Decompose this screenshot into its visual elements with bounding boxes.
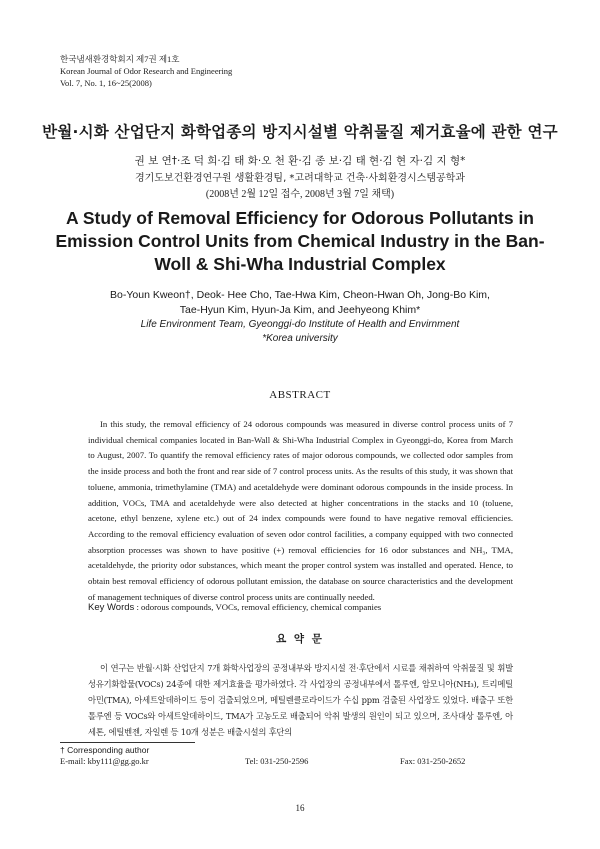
abstract-body: In this study, the removal efficiency of 24 odorous compounds was measured in diverse control process units of 7 individual chemical companies located in Ban-Wall & Shi-Wha Industrial Complex in Gyeonggi-do, Korea from March to August, 2007. To quantify the removal efficiency rates of major odorous compounds, we collected odor samples from the inside process and both the front and rear side of 7 control process units. As the results of this study, it was shown that toluene, ammonia, trimethylamine (TMA) and acetaldehyde were dominant odorous compounds in the inside process. In addition, VOCs, TMA and acetaldehyde were also detected at higher concentrations in the stacks and 10 (toluene, acetone, ethyl benzene, xylene etc.) out of 24 index compounds were found to have negative removal efficiencies. According to the removal efficiency evaluation of seven odor control facilities, a company equipped with two connected absorption processes was shown to have positive (+) removal efficiencies for 16 odor substances and NH₃, TMA, acetaldehyde, the priority odor substances, which meant the proper control system was installed and operated. Hence, to obtain best removal efficiency of odorous pollutant emission, the database on source characteristics and the development of management techniques of diverse control process units are continually needed. bbox=[88, 419, 513, 602]
keywords-list: : odorous compounds, VOCs, removal efficiency, chemical companies bbox=[136, 602, 382, 612]
keywords-label: Key Words bbox=[88, 602, 135, 613]
english-authors-line-1: Bo-Youn Kweon†, Deok- Hee Cho, Tae-Hwa Kim, Cheon-Hwan Oh, Jong-Bo Kim, bbox=[110, 289, 490, 301]
abstract-heading: ABSTRACT bbox=[269, 389, 331, 401]
journal-volume: Vol. 7, No. 1, 16~25(2008) bbox=[60, 78, 152, 88]
english-title: A Study of Removal Efficiency for Odorous Pollutants in Emission Control Units from Chemical Industry in the Ban-Woll & Shi-Wha Industrial Complex bbox=[55, 208, 545, 274]
english-authors-line-2: Tae-Hyun Kim, Hyun-Ja Kim, and Jeehyeong Khim* bbox=[179, 304, 421, 316]
footnote-tel: Tel: 031-250-2596 bbox=[245, 756, 309, 766]
english-affiliation-line-2: *Korea university bbox=[262, 333, 338, 344]
submission-dates: (2008년 2월 12일 접수, 2008년 3월 7일 채택) bbox=[205, 189, 395, 200]
journal-header bbox=[60, 53, 232, 89]
footnote-email: E-mail: kby111@gg.go.kr bbox=[60, 756, 149, 766]
page-number: 16 bbox=[295, 803, 305, 813]
english-affiliation bbox=[60, 318, 540, 346]
keywords bbox=[88, 602, 381, 613]
korean-authors: 권 보 연†·조 덕 희·김 태 화·오 천 환·김 종 보·김 태 현·김 현 자·김 지 형* bbox=[134, 155, 466, 167]
english-authors bbox=[60, 288, 540, 318]
footnote-fax: Fax: 031-250-2652 bbox=[400, 756, 466, 766]
korean-title: 반월·시화 산업단지 화학업종의 방지시설별 악취물질 제거효율에 관한 연구 bbox=[42, 123, 558, 141]
english-affiliation-line-1: Life Environment Team, Gyeonggi-do Institute of Health and Envirnment bbox=[140, 319, 460, 330]
journal-korean-name: 한국냄새환경학회지 제7권 제1호 bbox=[60, 54, 180, 64]
korean-abstract-body: 이 연구는 반월·시화 산업단지 7개 화학사업장의 공정내부와 방지시설 전·후단에서 시료를 채취하여 악취물질 및 휘발성유기화합물(VOCs) 24종에 대한 제거효율을 평가하였다. 각 사업장의 공정내부에서 톨루엔, 암모니아(NH₃), 트리메틸아민(TMA), 아세트알데하이드 등이 검출되었으며, 메틸렌클로라이드가 수십 ppm 검출된 사업장도 있었다. 배출구 또한 톨루엔 등 VOCs와 아세트알데하이드, TMA가 고농도로 배출되어 악취 발생의 원인이 되고 있으며, 조사대상 톨루엔, 아세톤, 에틸벤젠, 자일렌 등 10개 성분은 배출시설의 후단의 bbox=[88, 663, 513, 737]
footnote-rule bbox=[60, 742, 195, 743]
korean-abstract-heading: 요 약 문 bbox=[276, 633, 324, 645]
journal-english-name: Korean Journal of Odor Research and Engineering bbox=[60, 66, 233, 76]
korean-affiliation: 경기도보건환경연구원 생활환경팀, *고려대학교 건축·사회환경시스템공학과 bbox=[134, 173, 465, 184]
footnote-label: † Corresponding author bbox=[60, 745, 150, 755]
